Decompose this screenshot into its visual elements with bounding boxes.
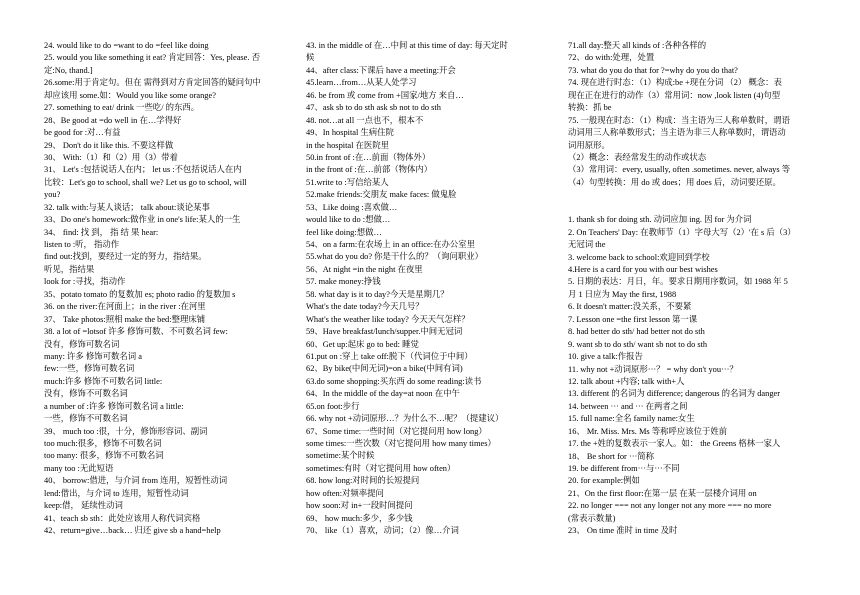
text-line: 71.all day:整天 all kinds of :各种各样的 bbox=[568, 41, 707, 50]
text-line: 40、 borrow:借进，与介词 from 连用，短暂性动词 bbox=[44, 476, 228, 486]
text-line: 3. welcome back to school:欢迎回到学校 bbox=[568, 252, 710, 262]
text-line: 48. not…at all 一点也不，根本不 bbox=[306, 115, 424, 125]
text-line: 45.learn…from…从某人处学习 bbox=[306, 78, 417, 88]
text-line: few:一些，修饰可数名词 bbox=[44, 364, 135, 374]
text-line: 29、 Don't do it like this. 不要这样做 bbox=[44, 140, 174, 150]
text-line: 56、At night =in the night 在夜里 bbox=[306, 264, 423, 274]
text-line: be good for :对…有益 bbox=[44, 128, 121, 138]
text-line: 47、ask sb to do sth ask sb not to do sth bbox=[306, 103, 441, 113]
text-line: in the front of :在…前部（物体内） bbox=[306, 165, 433, 175]
text-line: 43. in the middle of 在…中间 at this time of day: 每天定时 bbox=[306, 41, 508, 50]
text-line: 听见，指结果 bbox=[44, 264, 95, 274]
text-line: how soon:对 in+一段时间提问 bbox=[306, 501, 413, 511]
text-line: 12. talk about +内容; talk with+人 bbox=[568, 376, 685, 386]
text-line: 66. why not +动词原形…？为什么不…呢？（提建议） bbox=[306, 414, 504, 424]
text-line: how often:对频率提问 bbox=[306, 488, 384, 498]
text-line: 25. would you like something it eat? 肯定回答：Yes, please. 否 bbox=[44, 53, 260, 63]
text-line: keep:借， 延续性动词 bbox=[44, 501, 123, 511]
text-line: 候 bbox=[306, 53, 315, 63]
text-line: 42、return=give…back… 归还 give sb a hand=help bbox=[44, 526, 221, 536]
text-line: 35、potato tomato 的复数加 es; photo radio 的复数加 s bbox=[44, 289, 236, 299]
text-line: 50.in front of :在…前面（物体外） bbox=[306, 152, 431, 162]
column-left bbox=[44, 40, 302, 538]
text-line: 动词用三人称单数形式；当主语为非三人称单数时，谓语动 bbox=[568, 128, 786, 138]
text-line: 10. give a talk:作报告 bbox=[568, 352, 643, 362]
text-line: 46. be from 或 come from +国家/地方 来自… bbox=[306, 90, 464, 100]
text-line: 38. a lot of =lotsof 许多 修饰可数、不可数名词 few: bbox=[44, 327, 228, 337]
text-line: 13. different 的名词为 difference; dangerous 的名词为 danger bbox=[568, 389, 781, 399]
text-line: 15. full name:全名 family name:女生 bbox=[568, 414, 695, 424]
text-line: 一些，修饰不可数名词 bbox=[44, 414, 128, 424]
text-line: 16、 Mr. Miss. Mrs. Ms 等称呼应该位于姓前 bbox=[568, 426, 728, 436]
text-line: 8. had better do sth/ had better not do sth bbox=[568, 327, 705, 337]
text-line: 72、do with:处理，处置 bbox=[568, 53, 655, 63]
text-line: 17. the +姓的复数表示一家人。如： the Greens 格林一家人 bbox=[568, 439, 781, 449]
text-line: 24. would like to do =want to do =feel like doing bbox=[44, 41, 209, 50]
text-line: 32. talk with:与某人谈话； talk about:谈论某事 bbox=[44, 202, 210, 212]
text-line: 53、Like doing :喜欢做… bbox=[306, 202, 398, 212]
text-line: 7. Lesson one =the first lesson 第一课 bbox=[568, 314, 698, 324]
text-line: 55.what do you do? 你是干什么的？（询问职业） bbox=[306, 252, 484, 262]
text-line: 44、after class:下课后 have a meeting:开会 bbox=[306, 65, 456, 75]
text-line: some times:一些次数（对它提问用 how many times） bbox=[306, 439, 496, 448]
text-line: 57. make money:挣钱 bbox=[306, 277, 381, 287]
text-line: much:许多 修饰不可数名词 little: bbox=[44, 376, 163, 386]
text-line: too many: 很多，修饰不可数名词 bbox=[44, 451, 164, 461]
text-line: 没有，修饰可数名词 bbox=[44, 339, 120, 349]
text-line: 33、Do one's homework:做作业 in one's life:某人的一生 bbox=[44, 215, 241, 225]
text-line: look for :寻找，指动作 bbox=[44, 277, 126, 287]
text-line: 49、In hospital 生病住院 bbox=[306, 128, 394, 138]
text-line: would like to do :想做… bbox=[306, 215, 391, 225]
text-line: 23、 On time 准时 in time 及时 bbox=[568, 526, 678, 536]
text-line: 26.some:用于肯定句。但在 需得到对方肯定回答的疑问句中 bbox=[44, 78, 261, 88]
text-line: 6. It doesn't matter:没关系，不要紧 bbox=[568, 302, 692, 312]
text-line: What's the weather like today? 今天天气怎样？ bbox=[306, 314, 470, 324]
column-middle bbox=[306, 40, 564, 538]
text-line: 20. for example:例如 bbox=[568, 476, 640, 486]
text-line: 14. between ··· and ··· 在两者之间 bbox=[568, 401, 688, 411]
text-line: 22. no longer === not any longer not any more === no more bbox=[568, 501, 772, 511]
text-line: 27. something to eat/ drink 一些吃/ 的东西。 bbox=[44, 103, 200, 113]
text-line: 70、 like（1）喜欢，动词；（2）像…介词 bbox=[306, 526, 459, 536]
text-line: many: 许多 修饰可数名词 a bbox=[44, 351, 142, 361]
text-line: 54、on a farm:在农场上 in an office:在办公室里 bbox=[306, 240, 475, 249]
text-line: What's the date today?今天几号？ bbox=[306, 302, 424, 312]
text-line: 62、By bike(中间无词)=on a bike(中间有词) bbox=[306, 364, 463, 374]
text-line: 4.Here is a card for you with our best wishes bbox=[568, 265, 718, 274]
text-line: too much:很多，修饰不可数名词 bbox=[44, 439, 162, 448]
text-line: 39、 much too :很，十分，修饰形容词、副词 bbox=[44, 426, 208, 436]
text-line: 却应该用 some.如：Would you like some orange? bbox=[44, 90, 216, 100]
text-line: 60、Get up:起床 go to bed: 睡觉 bbox=[306, 339, 419, 349]
text-line: 定:No, thand.] bbox=[44, 65, 93, 75]
text-line: 30、 With:（1）和（2）用（3）带着 bbox=[44, 152, 178, 162]
text-line: 63.do some shopping:买东西 do some reading:读书 bbox=[306, 376, 482, 386]
text-line: 37、 Take photos:照相 make the bed:整理床铺 bbox=[44, 314, 206, 324]
text-line: you? bbox=[44, 190, 61, 200]
text-line: 词用原形。 bbox=[568, 140, 610, 150]
text-line: 1. thank sb for doing sth. 动词应加 ing. 因 for 为介词 bbox=[568, 215, 752, 225]
text-line: 2. On Teachers' Day: 在教师节（1）字母大写（2）'在 s 后（3） bbox=[568, 227, 796, 237]
text-line: 64、In the middle of the day=at noon 在中午 bbox=[306, 389, 460, 399]
text-line: （4）句型转换：用 do 或 does；用 does 后，动词要还原。 bbox=[568, 177, 781, 187]
text-line: 36. on the river:在河面上；in the river :在河里 bbox=[44, 302, 206, 312]
text-line: 59、Have breakfast/lunch/supper.中间无冠词 bbox=[306, 327, 463, 337]
text-line: 67、Some time:一些时间（对它提问用 how long） bbox=[306, 426, 487, 436]
text-line: many too :无此短语 bbox=[44, 463, 114, 473]
text-line: 75. 一般现在时态：（1）构成：当主语为三人称单数时，谓语 bbox=[568, 115, 790, 125]
text-line: 51.write to :写信给某人 bbox=[306, 177, 389, 187]
text-line: 现在正在进行的动作（3）常用词：now ,look listen (4)句型 bbox=[568, 90, 781, 100]
text-line: 65.on foot:步行 bbox=[306, 401, 360, 411]
text-line: 5. 日期的表达：月日，年。要求日期用序数词，如 1988 年 5 bbox=[568, 277, 788, 287]
text-line: 比较：Let's go to school, shall we? Let us go to school, will bbox=[44, 177, 247, 187]
text-line: 月 1 日应为 May the first, 1988 bbox=[568, 289, 677, 299]
text-line: sometimes:有时（对它提问用 how often） bbox=[306, 463, 456, 473]
column-right bbox=[568, 40, 820, 538]
text-line: feel like doing:想做… bbox=[306, 227, 382, 237]
text-line: （2）概念：表经常发生的动作或状态 bbox=[568, 152, 707, 162]
text-line: 无冠词 the bbox=[568, 240, 606, 250]
phrase-list-71-75 bbox=[568, 40, 820, 189]
text-line: sometime:某个时候 bbox=[306, 451, 375, 461]
text-line: 28、Be good at =do well in 在…学得好 bbox=[44, 115, 182, 125]
text-line: 21、On the first floor:在第一层 在某一层楼介词用 on bbox=[568, 488, 757, 498]
text-line: 58. what day is it to day?今天是星期几？ bbox=[306, 289, 449, 299]
text-line: 11. why not +动词原形···？ = why don't you···？ bbox=[568, 364, 738, 374]
text-line: a number of :许多 修饰可数名词 a little: bbox=[44, 401, 184, 411]
text-line: 68. how long:对时间的长短提问 bbox=[306, 476, 420, 486]
phrase-list-1-23 bbox=[568, 214, 820, 537]
text-line: 41、teach sb sth：此处应该用人称代词宾格 bbox=[44, 513, 201, 523]
text-line: 34、 find: 找 到， 指 结 果 hear: bbox=[44, 227, 159, 237]
text-line: 转换：抓 be bbox=[568, 103, 612, 113]
text-line: 没有，修饰不可数名词 bbox=[44, 389, 128, 399]
text-line: 69、 how much:多少，多少钱 bbox=[306, 513, 413, 523]
text-line: listen to :听， 指动作 bbox=[44, 240, 120, 249]
text-line: 73. what do you do that for ?=why do you do that? bbox=[568, 65, 738, 75]
text-line: 52.make friends:交朋友 make faces: 做鬼脸 bbox=[306, 190, 457, 200]
text-line: 74. 现在进行时态：（1）构成:be +现在分词 （2） 概念：表 bbox=[568, 78, 782, 88]
text-line: (常表示数量) bbox=[568, 513, 616, 523]
text-line: find out:找到，要经过一定的努力，指结果。 bbox=[44, 252, 207, 262]
text-line: 31、 Let's :包括说话人在内； let us :不包括说话人在内 bbox=[44, 165, 242, 175]
text-line: 9. want sb to do sth/ want sb not to do sth bbox=[568, 339, 708, 349]
text-line: 19. be different from···与···不同 bbox=[568, 464, 680, 473]
section-gap bbox=[568, 189, 820, 214]
text-line: 61.put on :穿上 take off:脱下（代词位于中间） bbox=[306, 351, 473, 361]
text-line: in the hospital 在医院里 bbox=[306, 140, 390, 150]
text-line: （3）常用词：every, usually, often .sometimes. never, always 等 bbox=[568, 165, 791, 175]
text-line: lend:借出，与介词 to 连用，短暂性动词 bbox=[44, 488, 189, 498]
text-line: 18、 Be short for ···简称 bbox=[568, 451, 655, 461]
